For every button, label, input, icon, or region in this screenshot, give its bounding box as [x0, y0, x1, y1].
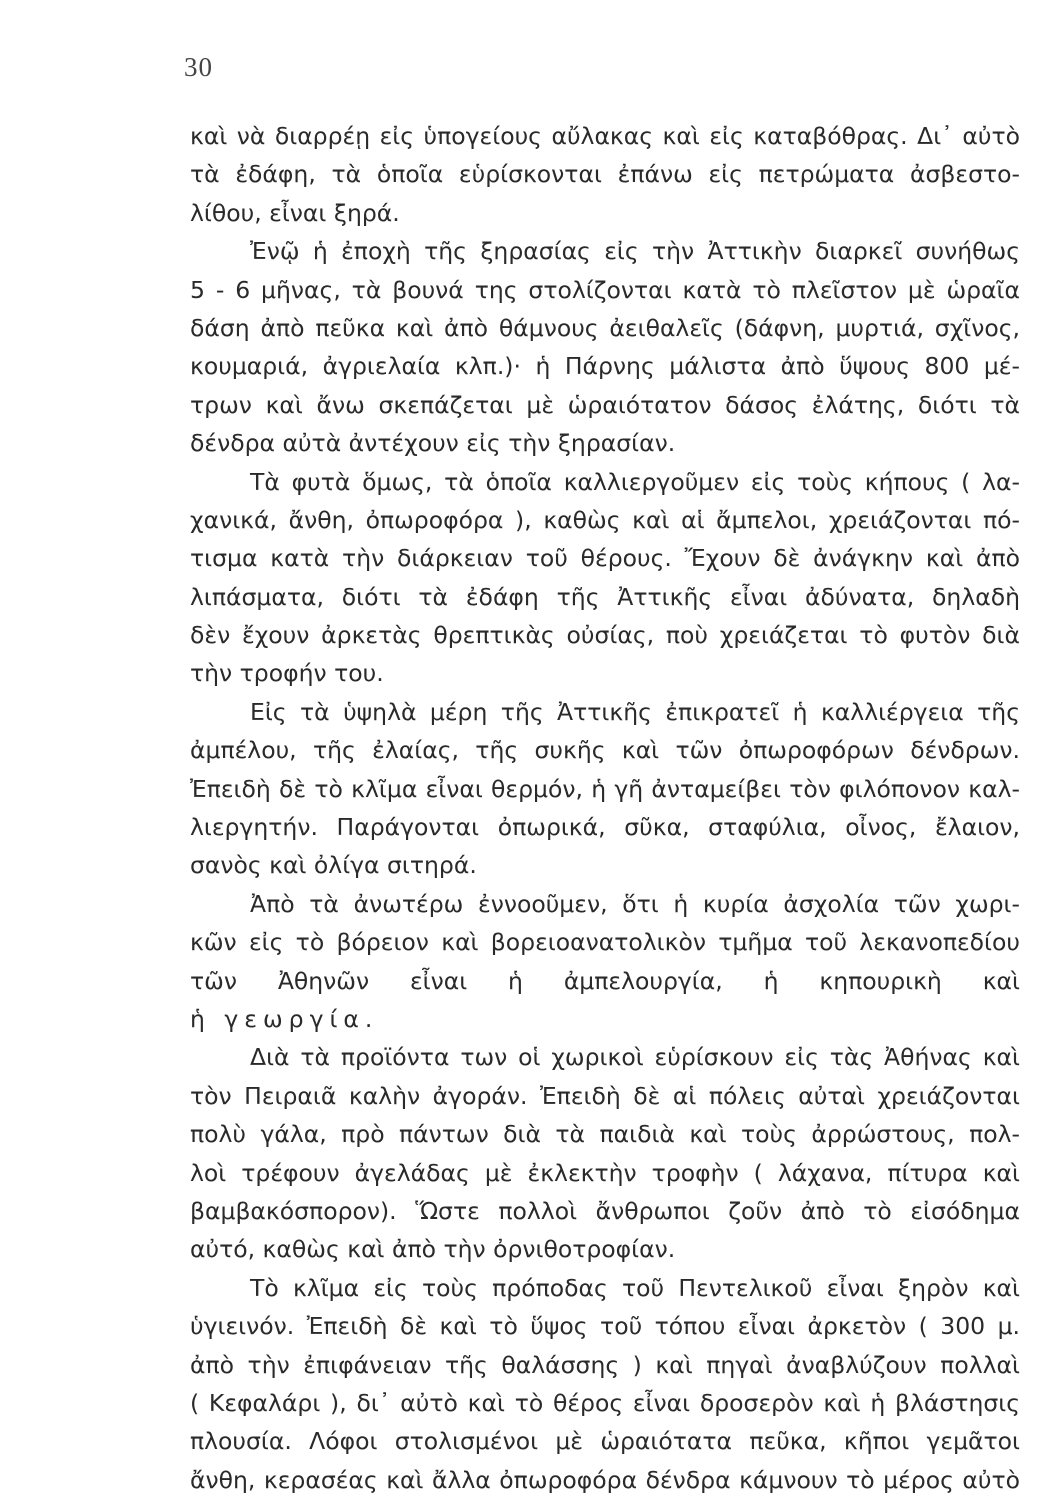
body-text: [190, 117, 1020, 1499]
text-line: καὶ νὰ διαρρέῃ εἰς ὑπογείους αὔλακας καὶ εἰς καταβόθρας. Δι᾽ αὐτὸ: [190, 122, 1020, 150]
paragraph: [190, 693, 1020, 885]
text-line: Ἐπειδὴ δὲ τὸ κλῖμα εἶναι θερμόν, ἡ γῆ ἀνταμείβει τὸν φιλόπονον καλ-: [190, 774, 1020, 803]
text-line: λοὶ τρέφουν ἀγελάδας μὲ ἐκλεκτὴν τροφὴν ( λάχανα, πίτυρα καὶ: [190, 1158, 1020, 1187]
paragraph: [190, 463, 1020, 693]
text-line: Εἰς τὰ ὑψηλὰ μέρη τῆς Ἀττικῆς ἐπικρατεῖ ἡ καλλιέργεια τῆς: [250, 697, 1020, 726]
text-line: ἀπὸ τὴν ἐπιφάνειαν τῆς θαλάσσης ) καὶ πηγαὶ ἀναβλύζουν πολλαὶ: [190, 1350, 1020, 1379]
text-line: λιπάσματα, διότι τὰ ἐδάφη τῆς Ἀττικῆς εἶναι ἀδύνατα, δηλαδὴ: [190, 582, 1020, 611]
text-line: Ἀπὸ τὰ ἀνωτέρω ἐννοοῦμεν, ὅτι ἡ κυρία ἀσχολία τῶν χωρι-: [250, 889, 1020, 918]
paragraph: [190, 1038, 1020, 1268]
text-line: δάση ἀπὸ πεῦκα καὶ ἀπὸ θάμνους ἀειθαλεῖς (δάφνη, μυρτιά, σχῖνος,: [190, 313, 1020, 342]
text-line: Τὸ κλῖμα εἰς τοὺς πρόποδας τοῦ Πεντελικοῦ εἶναι ξηρὸν καὶ: [250, 1273, 1020, 1302]
text-line: 5 - 6 μῆνας, τὰ βουνά της στολίζονται κατὰ τὸ πλεῖστον μὲ ὡραῖα: [190, 275, 1020, 304]
text-line: ( Κεφαλάρι ), δι᾽ αὐτὸ καὶ τὸ θέρος εἶναι δροσερὸν καὶ ἡ βλάστησις: [190, 1388, 1020, 1417]
text-line: Τὰ φυτὰ ὅμως, τὰ ὁποῖα καλλιεργοῦμεν εἰς τοὺς κήπους ( λα-: [250, 467, 1020, 496]
text-line: τισμα κατὰ τὴν διάρκειαν τοῦ θέρους. Ἔχουν δὲ ἀνάγκην καὶ ἀπὸ: [190, 544, 1020, 573]
text-line: δένδρα αὐτὰ ἀντέχουν εἰς τὴν ξηρασίαν.: [190, 429, 676, 458]
paragraph: [190, 117, 1020, 232]
paragraph: [190, 232, 1020, 462]
text-line: αὐτό, καθὼς καὶ ἀπὸ τὴν ὀρνιθοτροφίαν.: [190, 1235, 676, 1264]
text-line: τρων καὶ ἄνω σκεπάζεται μὲ ὡραιότατον δάσος ἐλάτης, διότι τὰ: [190, 390, 1020, 419]
text-line: λίθου, εἶναι ξηρά.: [190, 198, 400, 227]
text-line: ἄνθη, κερασέας καὶ ἄλλα ὀπωροφόρα δένδρα κάμνουν τὸ μέρος αὐτὸ: [190, 1465, 1020, 1494]
text-line: ὑγιεινόν. Ἐπειδὴ δὲ καὶ τὸ ὕψος τοῦ τόπου εἶναι ἀρκετὸν ( 300 μ.: [190, 1312, 1020, 1341]
page-number: 30: [184, 52, 213, 82]
text-line: Ἐνῷ ἡ ἐποχὴ τῆς ξηρασίας εἰς τὴν Ἀττικὴν διαρκεῖ συνήθως: [250, 237, 1020, 266]
text-line: τὰ ἐδάφη, τὰ ὁποῖα εὑρίσκονται ἐπάνω εἰς πετρώματα ἀσβεστο-: [190, 160, 1020, 189]
text-line: λιεργητήν. Παράγονται ὀπωρικά, σῦκα, σταφύλια, οἶνος, ἔλαιον,: [190, 813, 1020, 842]
text-line: δὲν ἔχουν ἀρκετὰς θρεπτικὰς οὐσίας, ποὺ χρειάζεται τὸ φυτὸν διὰ: [190, 621, 1020, 650]
text-line: τὸν Πειραιᾶ καλὴν ἀγοράν. Ἐπειδὴ δὲ αἱ πόλεις αὐταὶ χρειάζονται: [190, 1081, 1020, 1110]
text-line: Διὰ τὰ προϊόντα των οἱ χωρικοὶ εὑρίσκουν εἰς τὰς Ἀθήνας καὶ: [250, 1043, 1020, 1072]
text-line: ἀμπέλου, τῆς ἐλαίας, τῆς συκῆς καὶ τῶν ὀπωροφόρων δένδρων.: [190, 736, 1020, 765]
text-line: πολὺ γάλα, πρὸ πάντων διὰ τὰ παιδιὰ καὶ τοὺς ἀρρώστους, πολ-: [190, 1120, 1020, 1149]
paragraph: [190, 1269, 1020, 1499]
text-line: κουμαριά, ἀγριελαία κλπ.)· ἡ Πάρνης μάλιστα ἀπὸ ὕψους 800 μέ-: [190, 352, 1020, 381]
text-line: χανικά, ἄνθη, ὀπωροφόρα ), καθὼς καὶ αἱ ἄμπελοι, χρειάζονται πό-: [190, 505, 1020, 534]
text-line: τὴν τροφήν του.: [190, 659, 384, 688]
text-line: πλουσία. Λόφοι στολισμένοι μὲ ὡραιότατα πεῦκα, κῆποι γεμᾶτοι: [190, 1427, 1020, 1456]
text-line: ἡ γεωργία.: [190, 1004, 379, 1033]
text-line: κῶν εἰς τὸ βόρειον καὶ βορειοανατολικὸν τμῆμα τοῦ λεκανοπεδίου: [190, 928, 1020, 957]
text-line: σανὸς καὶ ὀλίγα σιτηρά.: [190, 851, 477, 880]
text-line: βαμβακόσπορον). Ὥστε πολλοὶ ἄνθρωποι ζοῦν ἀπὸ τὸ εἰσόδημα: [190, 1196, 1020, 1225]
text-line: τῶν Ἀθηνῶν εἶναι ἡ ἀμπελουργία, ἡ κηπουρικὴ καὶ: [190, 966, 1020, 995]
paragraph: [190, 885, 1020, 1039]
